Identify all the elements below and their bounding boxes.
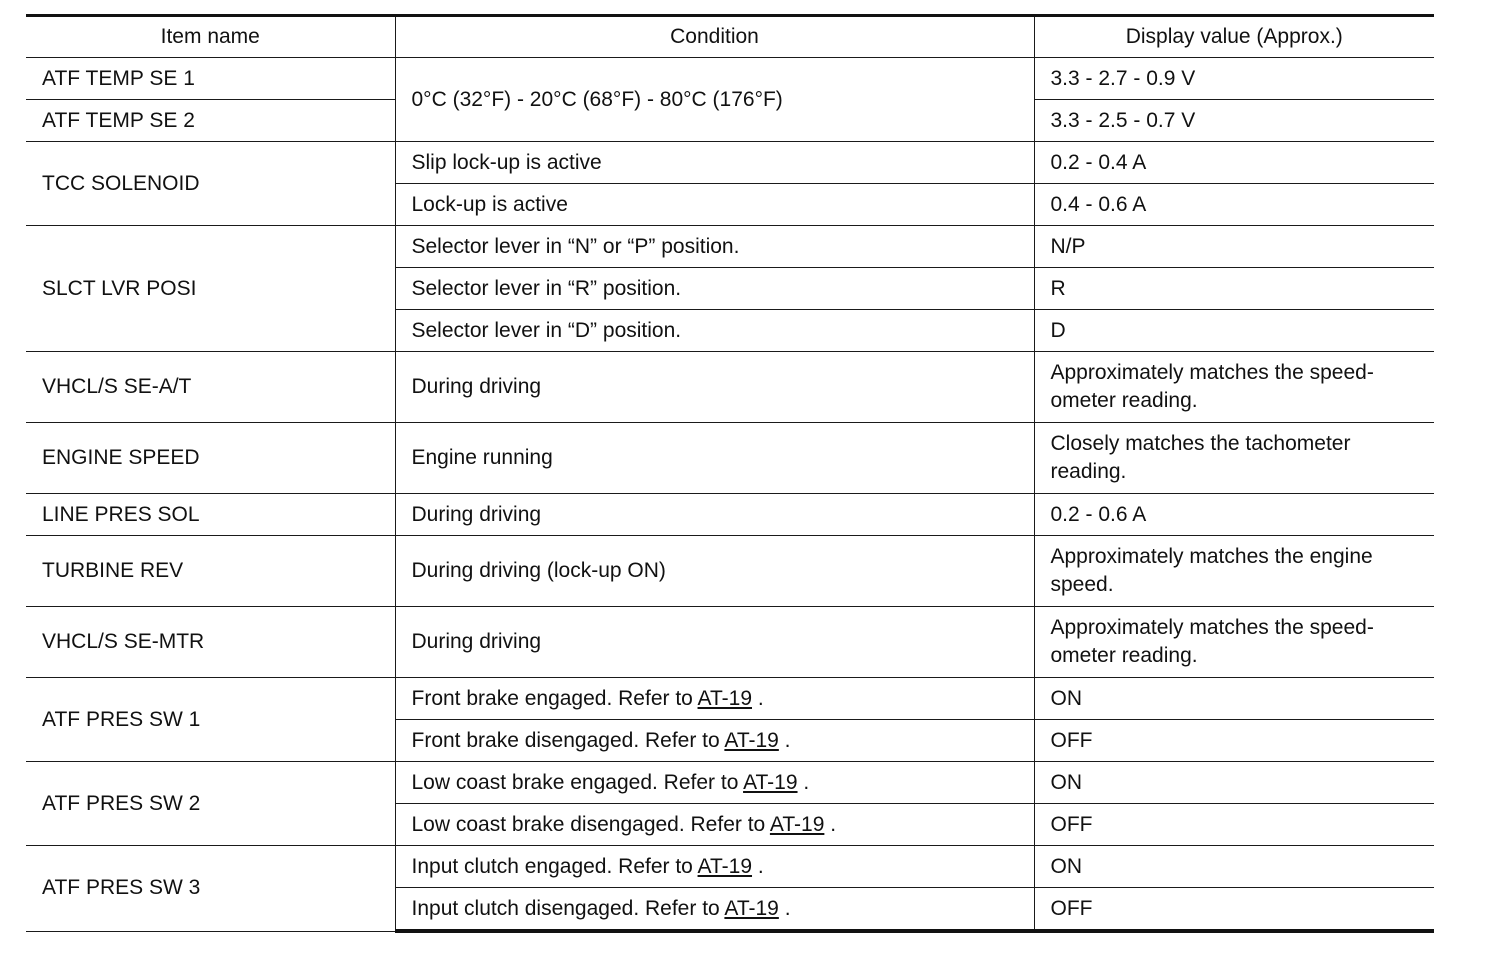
condition: [395, 804, 1034, 846]
condition: [395, 846, 1034, 888]
display-value: ON: [1034, 762, 1434, 804]
item-name: ATF PRES SW 1: [26, 678, 395, 762]
condition: [395, 678, 1034, 720]
display-value: 3.3 - 2.7 - 0.9 V: [1034, 58, 1434, 100]
condition-text: Input clutch engaged. Refer to: [411, 854, 693, 878]
reference-link[interactable]: AT-19: [697, 686, 752, 710]
table-row: [26, 423, 1434, 494]
reference-link[interactable]: AT-19: [724, 728, 779, 752]
reference-suffix: .: [824, 812, 837, 836]
item-name: ATF TEMP SE 2: [26, 100, 395, 142]
header-item-name: Item name: [26, 16, 395, 58]
display-value: N/P: [1034, 226, 1434, 268]
table-row: [26, 678, 1434, 720]
display-value: 0.2 - 0.6 A: [1034, 494, 1434, 536]
table-row: [26, 58, 1434, 100]
reference-link[interactable]: AT-19: [724, 896, 779, 920]
display-value: OFF: [1034, 804, 1434, 846]
condition: Engine running: [395, 423, 1034, 494]
condition: During driving: [395, 607, 1034, 678]
reference-suffix: .: [797, 770, 810, 794]
table-row: [26, 846, 1434, 888]
condition: During driving (lock-up ON): [395, 536, 1034, 607]
item-name: LINE PRES SOL: [26, 494, 395, 536]
display-value: Approximately matches the engine speed.: [1034, 536, 1434, 607]
reference-suffix: .: [778, 728, 791, 752]
data-monitor-table: [26, 14, 1434, 933]
item-name: ATF TEMP SE 1: [26, 58, 395, 100]
condition-text: Low coast brake engaged. Refer to: [411, 770, 739, 794]
condition: [395, 720, 1034, 762]
table-row: [26, 226, 1434, 268]
display-value: D: [1034, 310, 1434, 352]
condition-text: Low coast brake disengaged. Refer to: [411, 812, 766, 836]
condition: During driving: [395, 494, 1034, 536]
condition: [395, 888, 1034, 932]
display-value: OFF: [1034, 720, 1434, 762]
table-row: [26, 352, 1434, 423]
condition: Selector lever in “R” position.: [395, 268, 1034, 310]
condition: Selector lever in “D” position.: [395, 310, 1034, 352]
table-row: [26, 142, 1434, 184]
display-value: 0.2 - 0.4 A: [1034, 142, 1434, 184]
condition: During driving: [395, 352, 1034, 423]
table-row: [26, 494, 1434, 536]
item-name: VHCL/S SE-A/T: [26, 352, 395, 423]
reference-suffix: .: [778, 896, 791, 920]
table-row: [26, 607, 1434, 678]
display-value: 0.4 - 0.6 A: [1034, 184, 1434, 226]
item-name: VHCL/S SE-MTR: [26, 607, 395, 678]
display-value: Approximately matches the speed-ometer reading.: [1034, 607, 1434, 678]
display-value: ON: [1034, 678, 1434, 720]
table-row: [26, 536, 1434, 607]
header-display-value: Display value (Approx.): [1034, 16, 1434, 58]
display-value: Approximately matches the speed-ometer reading.: [1034, 352, 1434, 423]
item-name: TURBINE REV: [26, 536, 395, 607]
item-name: TCC SOLENOID: [26, 142, 395, 226]
item-name: ATF PRES SW 3: [26, 846, 395, 932]
display-value: ON: [1034, 846, 1434, 888]
reference-suffix: .: [752, 854, 764, 878]
reference-link[interactable]: AT-19: [697, 854, 753, 878]
display-value: Closely matches the tachometer reading.: [1034, 423, 1434, 494]
condition-text: Front brake engaged. Refer to: [411, 686, 693, 710]
header-condition: Condition: [395, 16, 1034, 58]
condition-text: Front brake disengaged. Refer to: [411, 728, 720, 752]
condition: 0°C (32°F) - 20°C (68°F) - 80°C (176°F): [395, 58, 1034, 142]
reference-link[interactable]: AT-19: [743, 770, 798, 794]
reference-suffix: .: [752, 686, 764, 710]
condition: Lock-up is active: [395, 184, 1034, 226]
display-value: 3.3 - 2.5 - 0.7 V: [1034, 100, 1434, 142]
item-name: SLCT LVR POSI: [26, 226, 395, 352]
display-value: OFF: [1034, 888, 1434, 932]
item-name: ENGINE SPEED: [26, 423, 395, 494]
reference-link[interactable]: AT-19: [769, 812, 825, 836]
table-row: [26, 762, 1434, 804]
item-name: ATF PRES SW 2: [26, 762, 395, 846]
table-header-row: [26, 16, 1434, 58]
condition-text: Input clutch disengaged. Refer to: [411, 896, 720, 920]
display-value: R: [1034, 268, 1434, 310]
condition: Selector lever in “N” or “P” position.: [395, 226, 1034, 268]
condition: Slip lock-up is active: [395, 142, 1034, 184]
condition: [395, 762, 1034, 804]
